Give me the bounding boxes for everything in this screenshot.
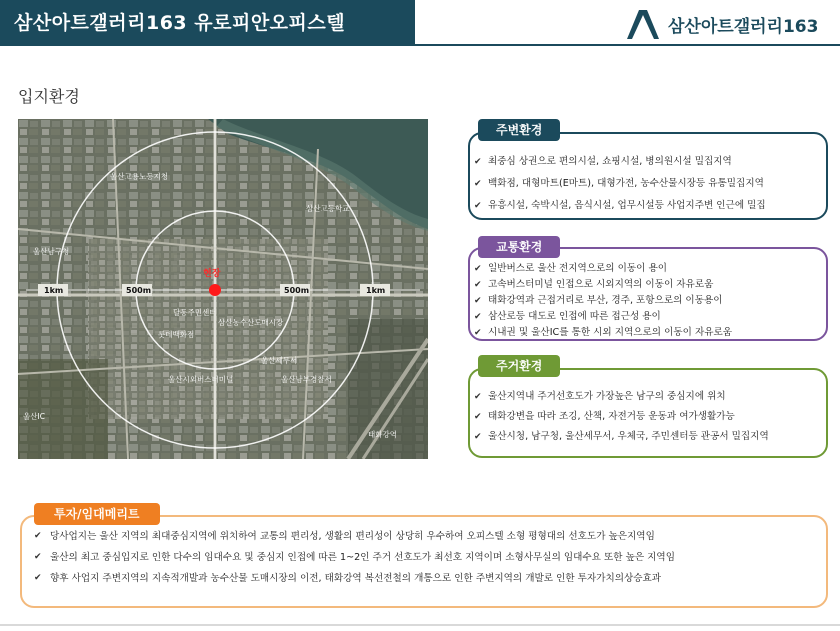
panel-transport [468,247,828,341]
list-item: ✔ 울산의 최고 중심입지로 인한 다수의 임대수요 및 중심지 인접에 따른 1~2인 주거 선호도가 최선호 지역이며 소형사무실의 임대수요 또한 높은 지역임 [30,547,826,568]
place-label: 태화강역 [368,430,397,439]
map-svg [18,119,428,459]
scale-label-1km-right: 1km [366,286,386,295]
place-label: 롯데백화점 [158,330,195,339]
panel-label-investment: 투자/임대메리트 [34,503,160,525]
panel-label-surroundings: 주변환경 [478,119,560,141]
place-label: 울산고용노동지청 [110,172,168,181]
place-label: 울산시외버스터미널 [168,375,234,384]
section-title: 입지환경 [18,87,80,106]
panel-investment [20,515,828,608]
panel-surroundings [468,132,828,220]
logo-text: 삼산아트갤러리163 [668,16,819,37]
header-bar [0,0,415,44]
panel-label-transport: 교통환경 [478,236,560,258]
place-label: 울산세무서 [261,356,298,365]
page-title: 삼산아트갤러리163 유로피안오피스텔 [14,12,346,34]
place-label: 울산남부경찰서 [281,375,332,384]
place-label: 달동주민센터 [173,308,217,317]
logo-mark-icon [626,8,660,40]
list-item: ✔ 울산시청, 남구청, 울산세무서, 우체국, 주민센터등 관공서 밀집지역 [470,427,826,447]
list-item: ✔ 최중심 상권으로 편의시설, 쇼핑시설, 병의원시설 밀집지역 [470,151,826,173]
aerial-map [18,119,428,459]
place-label: 삼산고등학교 [306,204,350,213]
list-item: ✔ 유흥시설, 숙박시설, 음식시설, 업무시설등 사업지주변 인근에 밀집 [470,195,826,217]
list-item: ✔ 삼산로등 대도로 인접에 따른 접근성 용이 [470,309,826,325]
list-item: ✔ 고속버스터미널 인접으로 시외지역의 이동이 자유로움 [470,277,826,293]
brand-logo [626,8,818,40]
panel-residential [468,368,828,458]
list-item: ✔ 울산지역내 주거선호도가 가장높은 남구의 중심지에 위치 [470,387,826,407]
list-item: ✔ 백화점, 대형마트(E마트), 대형가전, 농수산물시장등 유통밀집지역 [470,173,826,195]
list-item: ✔ 태화강변을 따라 조깅, 산책, 자전거등 운동과 여가생활가능 [470,407,826,427]
place-label: 울산남구청 [33,247,70,256]
list-item: ✔ 태화강역과 근접거리로 부산, 경주, 포항으로의 이동용이 [470,293,826,309]
site-label: 현장 [203,269,221,279]
scale-label-500m-left: 500m [126,286,152,295]
footer-divider [0,624,840,626]
place-label: 삼산농수산도매시장 [218,318,284,327]
header-divider [0,44,840,46]
scale-label-1km-left: 1km [44,286,64,295]
list-item: ✔ 향후 사업지 주변지역의 지속적개발과 농수산물 도매시장의 이전, 태화강역 복선전철의 개통으로 인한 주변지역의 개발로 인한 투자가치의상승효과 [30,568,826,589]
scale-label-500m-right: 500m [284,286,310,295]
panel-label-residential: 주거환경 [478,355,560,377]
list-item: ✔ 시내권 및 울산IC를 통한 시외 지역으로의 이동이 자유로움 [470,325,826,341]
place-label: 울산IC [23,412,45,421]
list-item: ✔ 일반버스로 울산 전지역으로의 이동이 용이 [470,261,826,277]
list-item: ✔ 당사업지는 울산 지역의 최대중심지역에 위치하여 교통의 편리성, 생활의 편리성이 상당히 우수하여 오피스텔 소형 평형대의 선호도가 높은지역임 [30,526,826,547]
site-marker-icon [209,284,221,296]
